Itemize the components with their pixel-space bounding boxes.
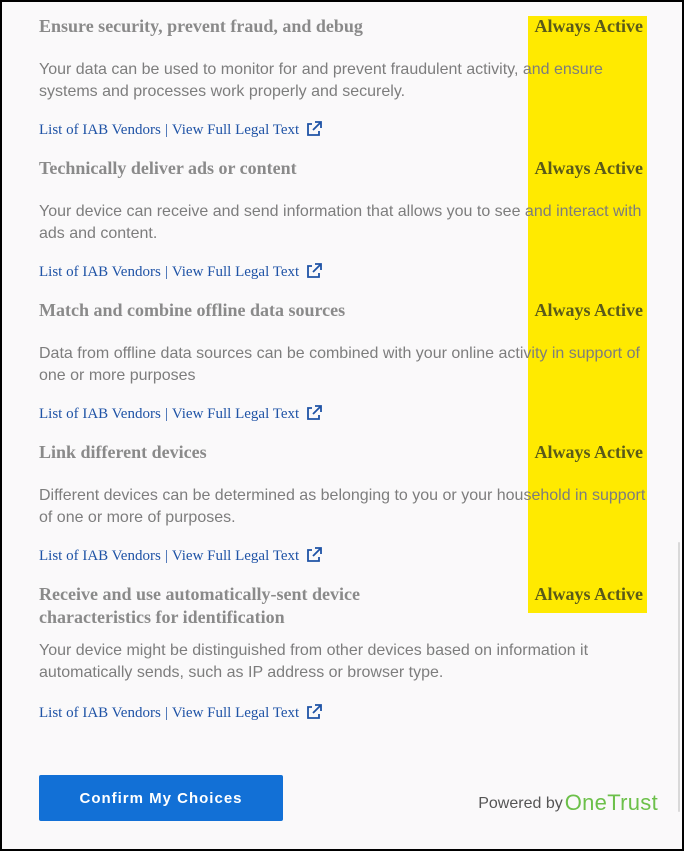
- purpose-description: Data from offline data sources can be combined with your online activity in support of one or more purposes: [39, 345, 640, 384]
- powered-by-label: Powered by: [478, 795, 563, 812]
- always-active-label: Always Active: [534, 442, 643, 462]
- iab-vendors-link[interactable]: List of IAB Vendors: [39, 122, 161, 138]
- powered-by: [478, 790, 658, 816]
- purpose-links: [39, 121, 323, 139]
- legal-text-link[interactable]: View Full Legal Text: [171, 122, 300, 138]
- legal-text-link[interactable]: View Full Legal Text: [171, 406, 300, 422]
- legal-text-link[interactable]: View Full Legal Text: [171, 548, 300, 564]
- legal-text-link[interactable]: View Full Legal Text: [171, 705, 300, 721]
- purpose-deliver-ads: [39, 157, 646, 280]
- purpose-title: Ensure security, prevent fraud, and debug: [39, 16, 363, 36]
- purpose-title: Receive and use automatically-sent device characteristics for identification: [39, 584, 360, 627]
- purpose-title: Match and combine offline data sources: [39, 300, 346, 320]
- purpose-description: Different devices can be determined as belonging to you or your household in support of one or more of purposes.: [39, 487, 646, 526]
- always-active-label: Always Active: [534, 584, 643, 604]
- iab-vendors-link[interactable]: List of IAB Vendors: [39, 705, 161, 721]
- link-separator: |: [164, 122, 168, 138]
- confirm-choices-button[interactable]: Confirm My Choices: [39, 775, 283, 821]
- external-link-icon[interactable]: [305, 547, 323, 563]
- link-separator: |: [164, 406, 168, 422]
- external-link-icon[interactable]: [305, 405, 323, 421]
- purpose-security: [39, 15, 646, 138]
- always-active-label: Always Active: [534, 16, 643, 36]
- external-link-icon[interactable]: [305, 704, 323, 720]
- purpose-link-devices: [39, 441, 646, 564]
- purpose-description: Your data can be used to monitor for and prevent fraudulent activity, and ensure systems and processes work properly and securely.: [39, 61, 603, 100]
- purpose-device-characteristics: [39, 583, 646, 721]
- purpose-links: [39, 704, 323, 722]
- legal-text-link[interactable]: View Full Legal Text: [171, 264, 300, 280]
- purpose-links: [39, 405, 323, 423]
- iab-vendors-link[interactable]: List of IAB Vendors: [39, 406, 161, 422]
- always-active-label: Always Active: [534, 300, 643, 320]
- link-separator: |: [164, 548, 168, 564]
- always-active-label: Always Active: [534, 158, 643, 178]
- link-separator: |: [164, 705, 168, 721]
- purpose-title: Technically deliver ads or content: [39, 158, 297, 178]
- purpose-title: Link different devices: [39, 442, 207, 462]
- purpose-offline-data: [39, 299, 646, 422]
- purpose-links: [39, 547, 323, 565]
- scrollbar[interactable]: [678, 542, 680, 812]
- onetrust-logo[interactable]: OneTrust: [564, 790, 658, 815]
- link-separator: |: [164, 264, 168, 280]
- external-link-icon[interactable]: [305, 121, 323, 137]
- purpose-description: Your device might be distinguished from other devices based on information it automatically sends, such as IP address or browser type.: [39, 642, 589, 681]
- iab-vendors-link[interactable]: List of IAB Vendors: [39, 548, 161, 564]
- purpose-description: Your device can receive and send information that allows you to see and interact with ads and content.: [39, 203, 642, 242]
- purpose-links: [39, 263, 323, 281]
- external-link-icon[interactable]: [305, 263, 323, 279]
- iab-vendors-link[interactable]: List of IAB Vendors: [39, 264, 161, 280]
